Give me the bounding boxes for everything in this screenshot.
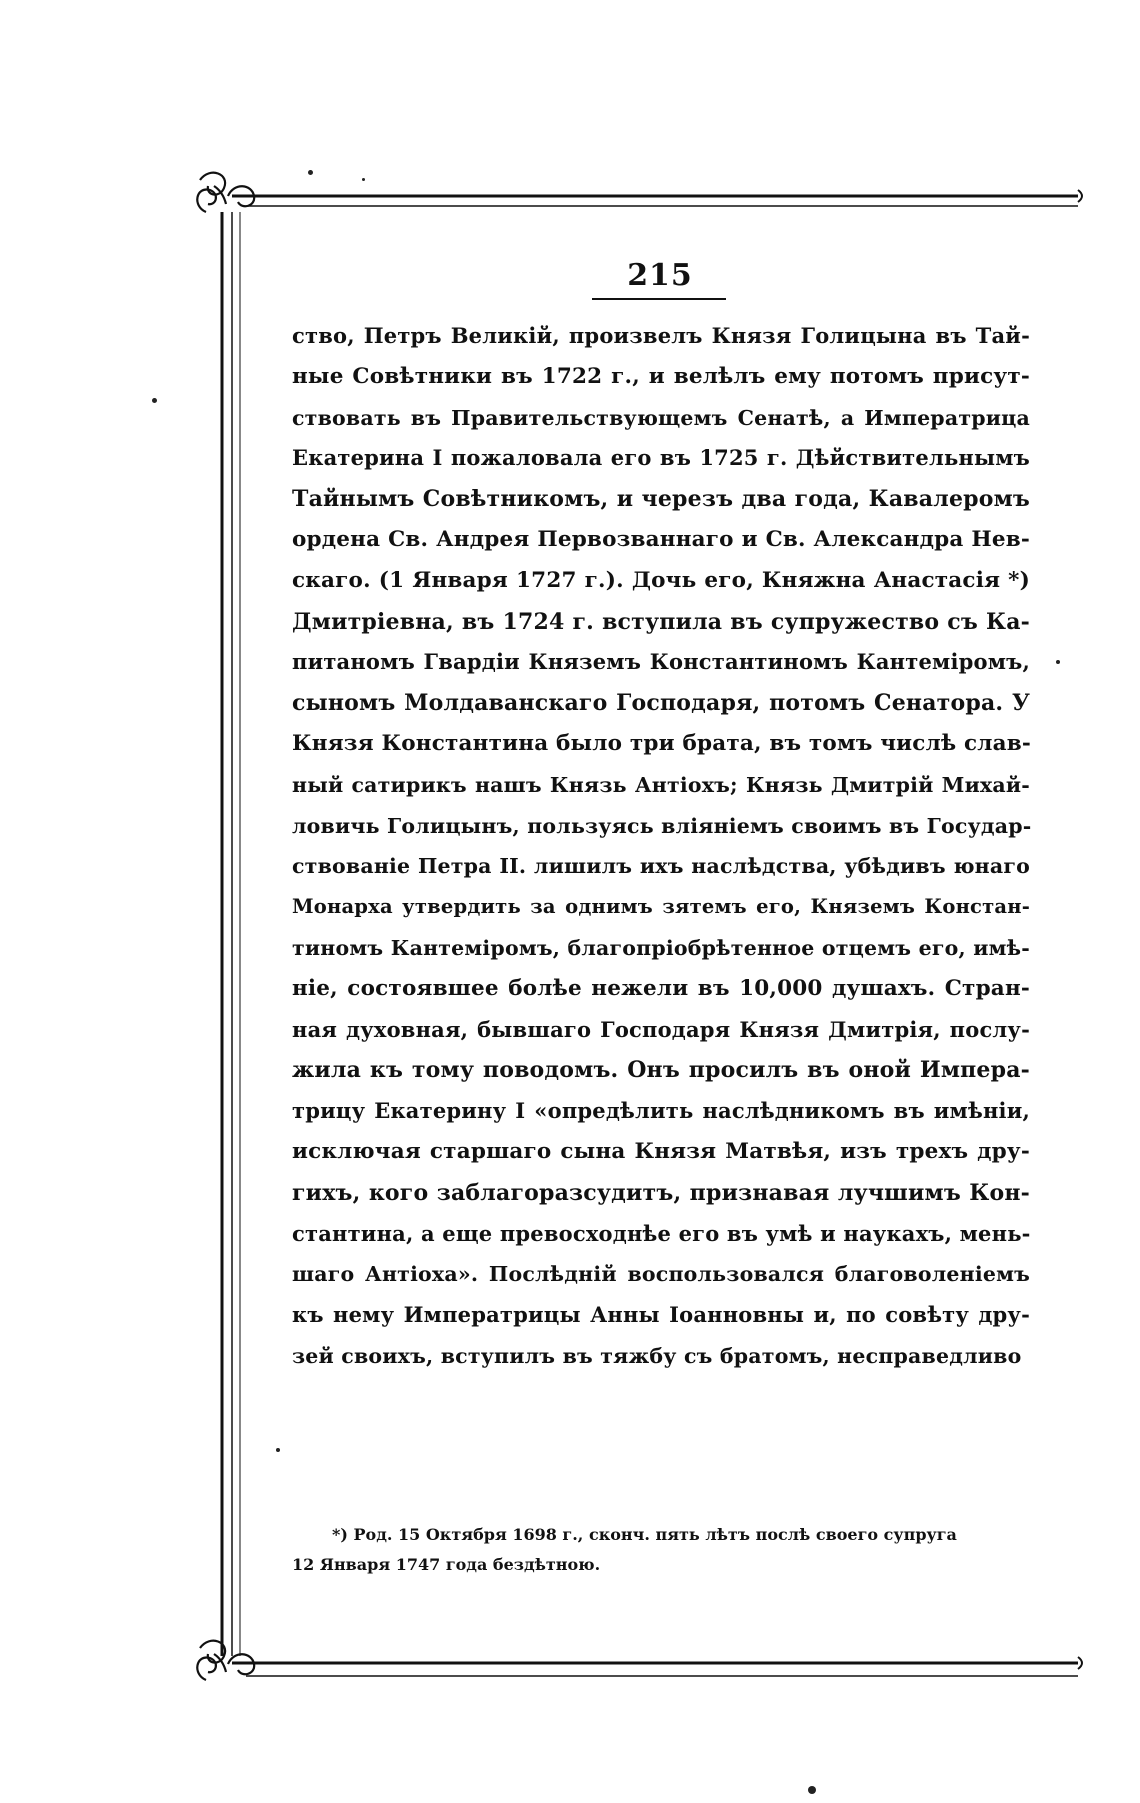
text-line: ная духовная, бывшаго Господаря Князя Дмитрія, послу- [292,1016,1030,1042]
text-line: скаго. (1 Января 1727 г.). Дочь его, Княжна Анастасія *) [292,567,1030,593]
text-line: трицу Екатерину I «опредѣлить наслѣдникомъ въ имѣніи, [292,1098,1030,1124]
bottom-left-scroll-icon [197,1641,254,1680]
footnote-line: 12 Января 1747 года бездѣтною. [292,1555,601,1574]
print-speck [1056,660,1060,664]
page-number: 215 [627,258,693,293]
print-speck [808,1786,816,1794]
text-line: ство, Петръ Великій, произвелъ Князя Голицына въ Тай- [292,323,1030,348]
top-left-scroll-icon [197,173,254,212]
print-speck [152,398,157,403]
text-line: Дмитріевна, въ 1724 г. вступила въ супружество съ Ка- [292,608,1030,635]
text-line: ный сатирикъ нашъ Князь Антіохъ; Князь Дмитрій Михай- [292,772,1030,797]
text-line: исключая старшаго сына Князя Матвѣя, изъ трехъ дру- [292,1138,1030,1164]
print-speck [276,1448,280,1452]
text-line: къ нему Императрицы Анны Іоанновны и, по совѣту дру- [292,1302,1030,1328]
text-line: стантина, а еще превосходнѣе его въ умѣ и наукахъ, мень- [292,1220,1031,1246]
text-line: ствованіе Петра II. лишилъ ихъ наслѣдства, убѣдивъ юнаго [292,854,1030,879]
page-number-rule [592,298,726,300]
text-line: питаномъ Гвардіи Княземъ Константиномъ Кантеміромъ, [292,649,1030,675]
text-line: ніе, состоявшее болѣе нежели въ 10,000 душахъ. Стран- [292,975,1030,1001]
body-text [292,316,1030,1377]
text-line: жила къ тому поводомъ. Онъ просилъ въ оной Импера- [292,1057,1030,1084]
text-line: ные Совѣтники въ 1722 г., и велѣлъ ему потомъ присут- [292,363,1030,389]
text-line: Князя Константина было три брата, въ томъ числѣ слав- [292,730,1032,756]
text-line: тиномъ Кантеміромъ, благопріобрѣтенное отцемъ его, имѣ- [292,935,1030,960]
text-line: сыномъ Молдаванскаго Господаря, потомъ Сенатора. У [292,690,1030,717]
text-line: ордена Св. Андрея Первозваннаго и Св. Александра Нев- [292,526,1030,552]
text-line: гихъ, кого заблагоразсудитъ, признавая лучшимъ Кон- [292,1179,1030,1206]
print-speck [308,170,313,175]
text-line: ствовать въ Правительствующемъ Сенатѣ, а Императрица [292,405,1030,430]
text-line: зей своихъ, вступилъ въ тяжбу съ братомъ, несправедливо [292,1343,1022,1368]
text-line: Екатерина I пожаловала его въ 1725 г. Дѣйствительнымъ [292,445,1030,471]
text-line: Монарха утвердить за однимъ зятемъ его, Княземъ Констан- [292,895,1030,919]
text-line: ловичь Голицынъ, пользуясь вліяніемъ своимъ въ Государ- [292,813,1032,838]
footnote-line: *) Род. 15 Октября 1698 г., сконч. пять лѣтъ послѣ своего супруга [332,1525,957,1544]
print-speck [362,178,365,181]
footnote [292,1520,1030,1580]
text-line: Тайнымъ Совѣтникомъ, и черезъ два года, Кавалеромъ [292,486,1030,513]
text-line: шаго Антіоха». Послѣдній воспользовался благоволеніемъ [292,1262,1030,1287]
